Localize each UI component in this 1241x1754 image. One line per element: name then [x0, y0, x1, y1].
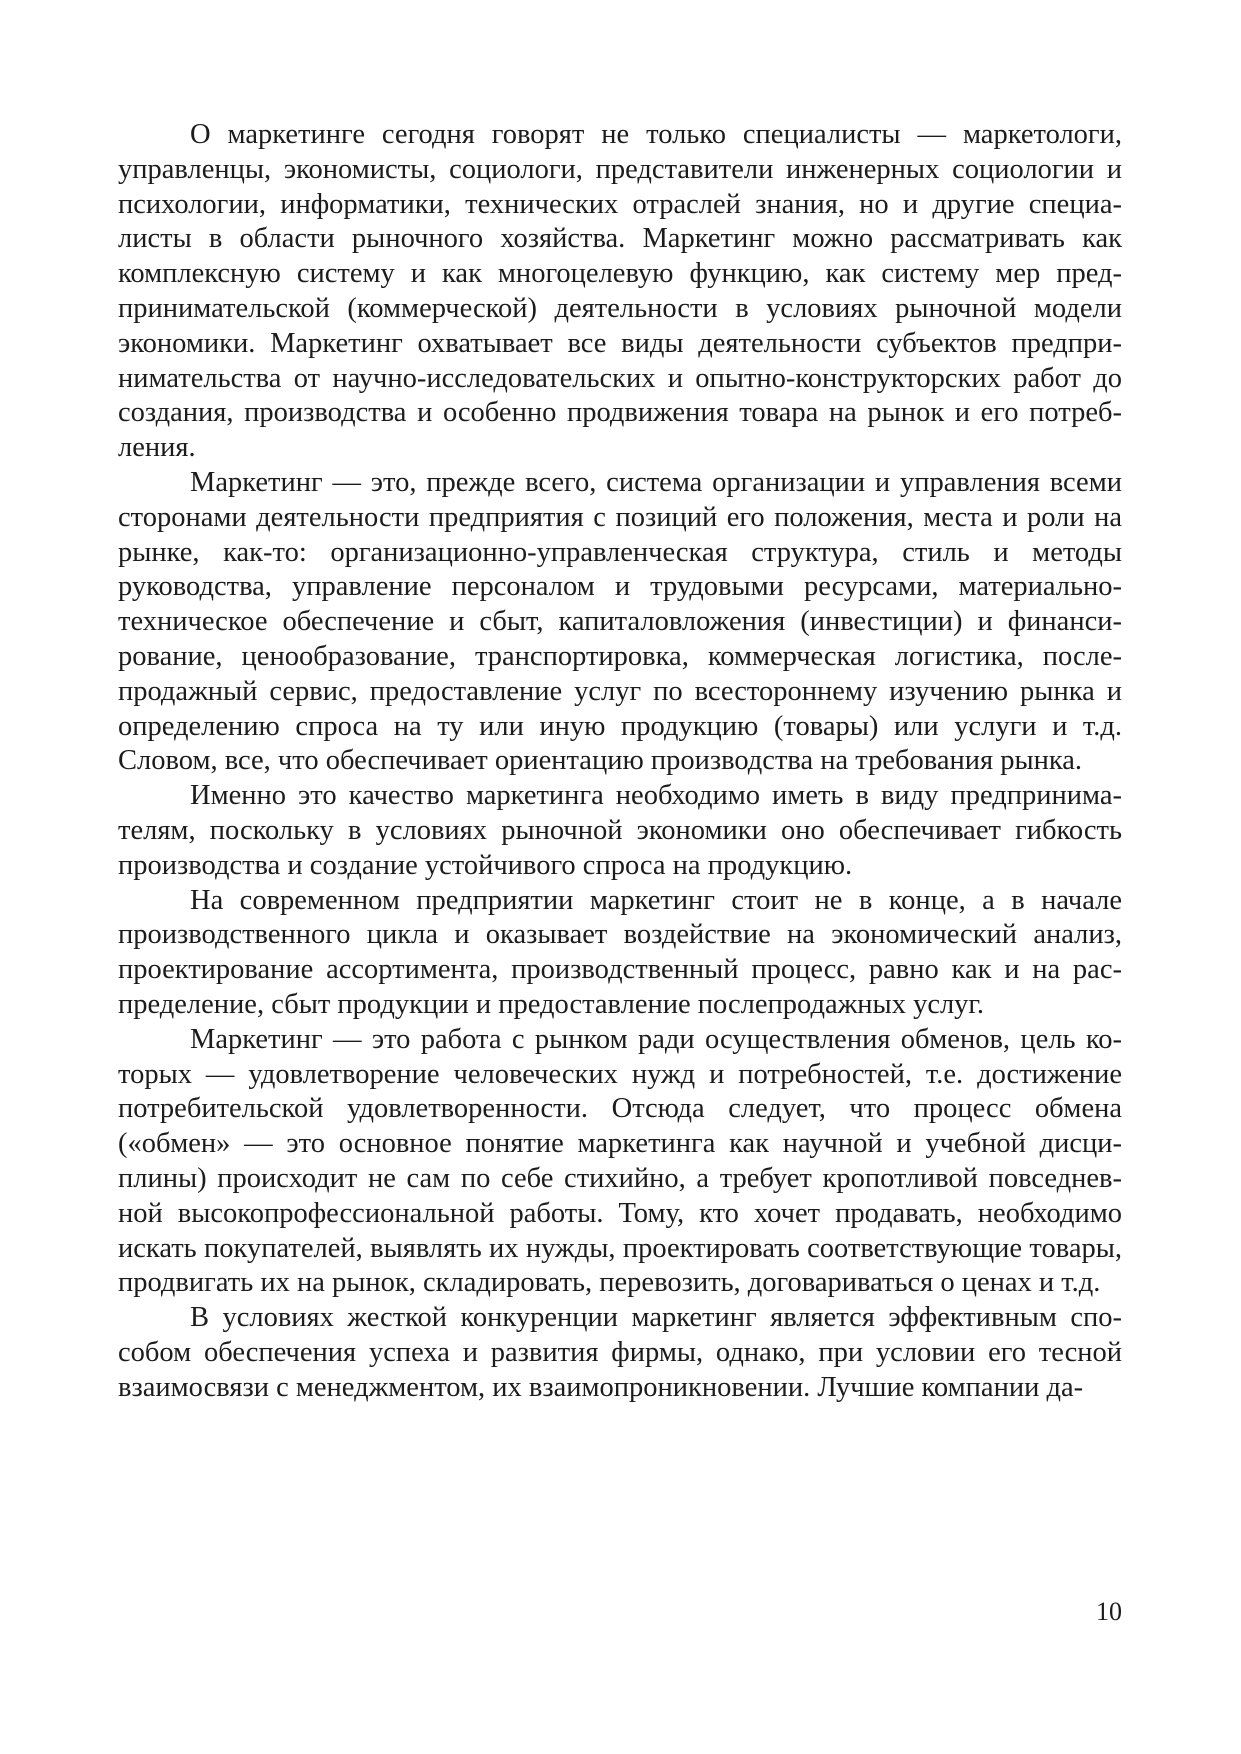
page-number: 10 — [1096, 1597, 1122, 1626]
paragraph: Маркетинг — это работа с рынком ради осуществления обменов, цель которых — удовлетворение человеческих нужд и потребностей, т.е. достижение потребительской удовлетворенности. Отсюда следует, что процесс обмена («обмен» — это основное понятие маркетинга как научной и учебной дисциплины) происходит не сам по себе стихийно, а требует кропотливой повседневной высокопрофессиональной работы. Тому, кто хочет продавать, необходимо искать покупателей, выявлять их нужды, проектировать соответствующие товары, продвигать их на рынок, складировать, перевозить, договариваться о ценах и т.д. — [118, 1023, 1122, 1299]
paragraph: Именно это качество маркетинга необходимо иметь в виду предпринимателям, поскольку в условиях рыночной экономики оно обеспечивает гибкость производства и создание устойчивого спроса на продукцию. — [118, 780, 1122, 881]
paragraph: О маркетинге сегодня говорят не только специалисты — маркетологи, управленцы, экономисты, социологи, представители инженерных социологии и психологии, информатики, технических отраслей знания, но и другие специалисты в области рыночного хозяйства. Маркетинг можно рассматривать как комплексную систему и как многоцелевую функцию, как систему мер предпринимательской (коммерческой) деятельности в условиях рыночной модели экономики. Маркетинг охватывает все виды деятельности субъектов предпринимательства от научно-исследовательских и опытно-конструкторских работ до создания, производства и особенно продвижения товара на рынок и его потребления. — [118, 119, 1122, 464]
paragraph: В условиях жесткой конкуренции маркетинг является эффективным способом обеспечения успеха и развития фирмы, однако, при условии его тесной взаимосвязи с менеджментом, их взаимопроникновении. Лучшие компании да- — [118, 1302, 1122, 1403]
paragraph: На современном предприятии маркетинг стоит не в конце, а в начале производственного цикла и оказывает воздействие на экономический анализ, проектирование ассортимента, производственный процесс, равно как и на распределение, сбыт продукции и предоставление послепродажных услуг. — [118, 884, 1122, 1020]
paragraph: Маркетинг — это, прежде всего, система организации и управления всеми сторонами деятельности предприятия с позиций его положения, места и роли на рынке, как-то: организационно-управленческая структура, стиль и методы руководства, управление персоналом и трудовыми ресурсами, материально-техническое обеспечение и сбыт, капиталовложения (инвестиции) и финансирование, ценообразование, транспортировка, коммерческая логистика, послепродажный сервис, предоставление услуг по всестороннему изучению рынка и определению спроса на ту или иную продукцию (товары) или услуги и т.д. Словом, все, что обеспечивает ориентацию производства на требования рынка. — [118, 466, 1122, 777]
body-text — [118, 118, 1122, 1405]
